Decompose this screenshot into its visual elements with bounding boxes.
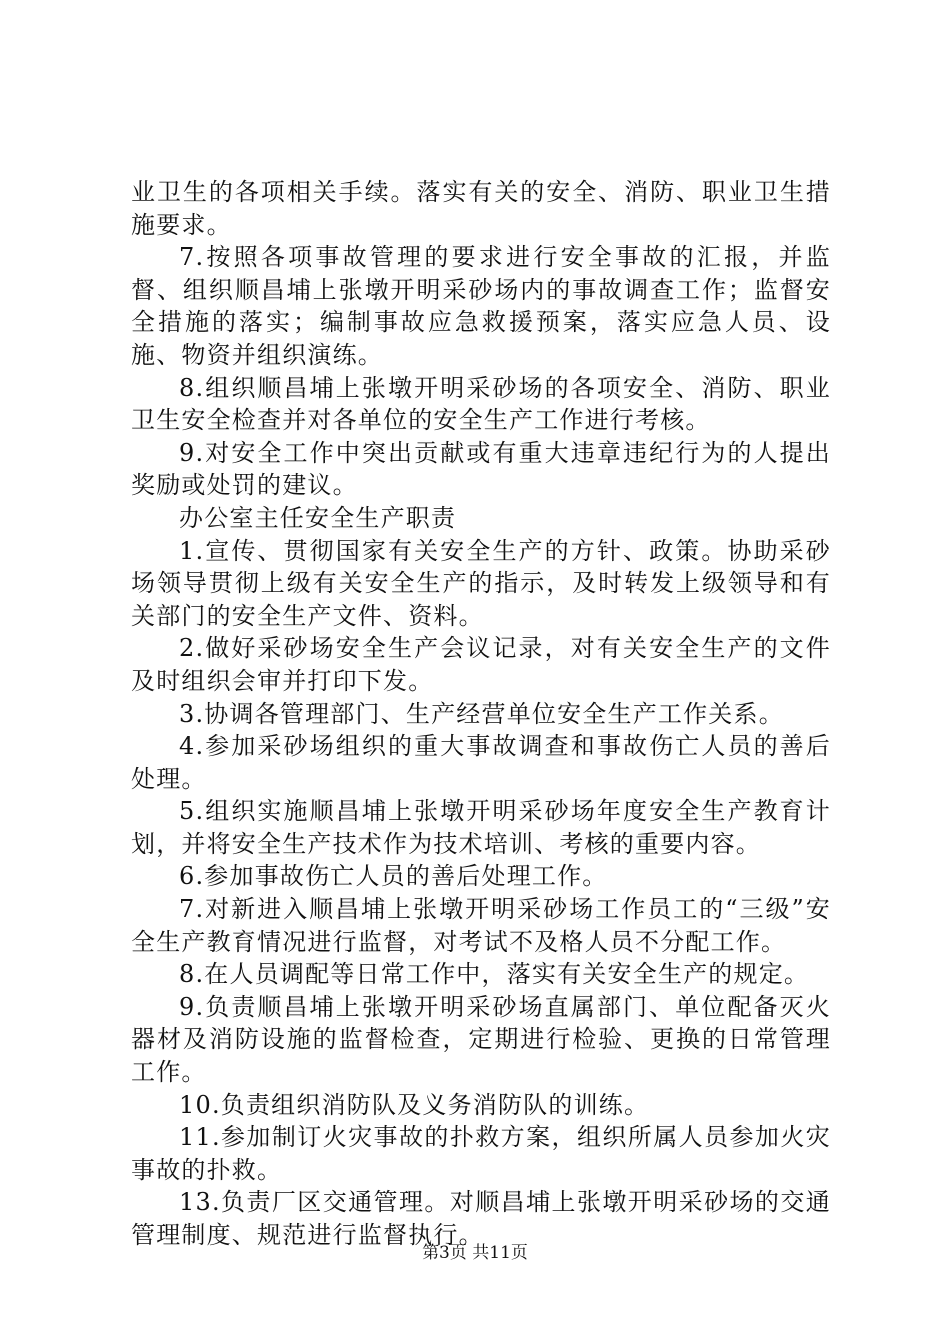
paragraph: 业卫生的各项相关手续。落实有关的安全、消防、职业卫生措施要求。 <box>131 178 831 239</box>
paragraph: 1.宣传、贯彻国家有关安全生产的方针、政策。协助采砂场领导贯彻上级有关安全生产的指示，及时转发上级领导和有关部门的安全生产文件、资料。 <box>131 536 831 630</box>
paragraph: 9.负责顺昌埔上张墩开明采砂场直属部门、单位配备灭火器材及消防设施的监督检查，定期进行检验、更换的日常管理工作。 <box>131 992 831 1087</box>
paragraph: 8.在人员调配等日常工作中，落实有关安全生产的规定。 <box>179 960 810 989</box>
paragraph: 13.负责厂区交通管理。对顺昌埔上张墩开明采砂场的交通管理制度、规范进行监督执行。 <box>131 1188 831 1249</box>
paragraph: 3.协调各管理部门、生产经营单位安全生产工作关系。 <box>179 699 784 728</box>
page-footer <box>0 1242 950 1264</box>
paragraph: 2.做好采砂场安全生产会议记录，对有关安全生产的文件及时组织会审并打印下发。 <box>131 634 831 695</box>
paragraph: 9.对安全工作中突出贡献或有重大违章违纪行为的人提出奖励或处罚的建议。 <box>131 438 831 500</box>
paragraph: 7.按照各项事故管理的要求进行安全事故的汇报，并监督、组织顺昌埔上张墩开明采砂场内的事故调查工作；监督安全措施的落实；编制事故应急救援预案，落实应急人员、设施、物资并组织演练。 <box>131 243 831 369</box>
section-heading: 办公室主任安全生产职责 <box>179 503 457 532</box>
paragraph: 8.组织顺昌埔上张墩开明采砂场的各项安全、消防、职业卫生安全检查并对各单位的安全生产工作进行考核。 <box>131 373 831 435</box>
document-body <box>131 176 831 1252</box>
paragraph: 11.参加制订火灾事故的扑救方案，组织所属人员参加火灾事故的扑救。 <box>131 1123 831 1184</box>
paragraph: 10.负责组织消防队及义务消防队的训练。 <box>179 1090 650 1119</box>
paragraph: 6.参加事故伤亡人员的善后处理工作。 <box>179 862 608 891</box>
paragraph: 5.组织实施顺昌埔上张墩开明采砂场年度安全生产教育计划，并将安全生产技术作为技术培训、考核的重要内容。 <box>131 797 831 858</box>
paragraph: 7.对新进入顺昌埔上张墩开明采砂场工作员工的“三级”安全生产教育情况进行监督，对考试不及格人员不分配工作。 <box>131 895 831 956</box>
page-number-label: 第3页 共11页 <box>422 1243 528 1263</box>
paragraph: 4.参加采砂场组织的重大事故调查和事故伤亡人员的善后处理。 <box>131 732 831 793</box>
